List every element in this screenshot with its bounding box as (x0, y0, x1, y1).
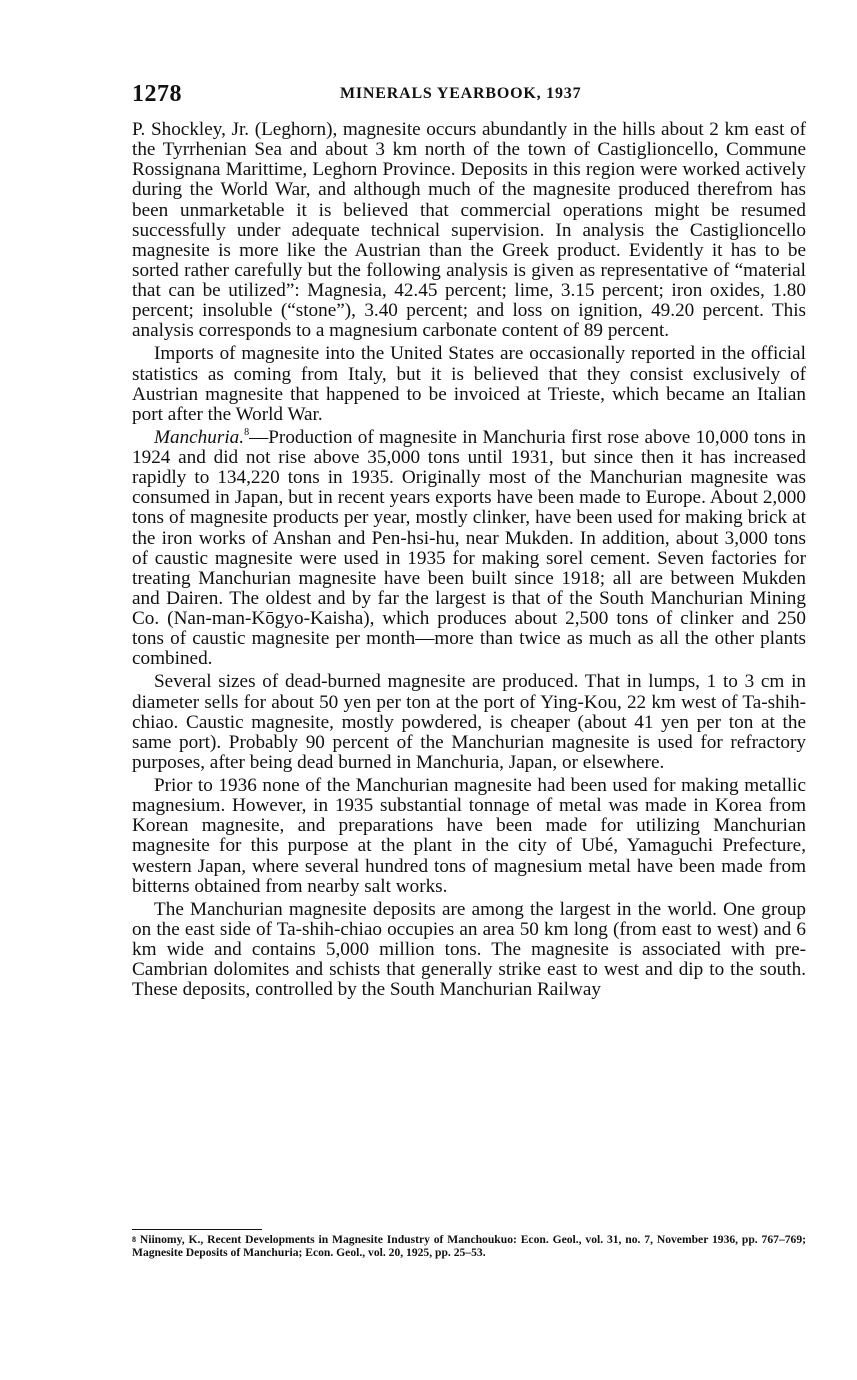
paragraph-manchuria-text: —Production of magnesite in Manchuria first rose above 10,000 tons in 1924 and did not rise above 35,000 tons until 1931, but since then it has increased rapidly to 134,220 tons in 1935. Originally most of the Manchurian magnesite was consumed in Japan, but in recent years exports have been made to Europe. About 2,000 tons of magnesite products per year, mostly clinker, have been used for making brick at the iron works of Anshan and Pen-hsi-hu, near Mukden. In addition, about 3,000 tons of caustic magnesite were used in 1935 for making sorel cement. Seven factories for treating Manchurian magnesite have been built since 1918; all are between Mukden and Dairen. The oldest and by far the largest is that of the South Manchurian Mining Co. (Nan-man-Kōgyo-Kaisha), which produces about 2,500 tons of clinker and 250 tons of caustic magnesite per month—more than twice as much as all the other plants combined. (132, 426, 806, 670)
paragraph-manchuria-production (132, 428, 806, 670)
paragraph-metallic-magnesium: Prior to 1936 none of the Manchurian magnesite had been used for making metallic magnesium. However, in 1935 substantial tonnage of metal was made in Korea from Korean magnesite, and preparations have been made for utilizing Manchurian magnesite for this purpose at the plant in the city of Ubé, Yamaguchi Prefecture, western Japan, where several hundred tons of magnesium metal have been made from bitterns obtained from nearby salt works. (132, 775, 806, 897)
page-header (132, 81, 806, 111)
section-heading-manchuria: Manchuria. (154, 426, 245, 448)
body-text (132, 120, 806, 1000)
paragraph-deposits: The Manchurian magnesite deposits are among the largest in the world. One group on the east side of Ta-shih-chiao occupies an area 50 km long (from east to west) and 6 km wide and contains 5,000 million tons. The magnesite is associated with pre-Cambrian dolomites and schists that generally strike east to west and dip to the south. These deposits, controlled by the South Manchurian Railway (132, 898, 806, 1001)
paragraph-imports: Imports of magnesite into the United States are occasionally reported in the official statistics as coming from Italy, but it is believed that they consist exclusively of Austrian magnesite that happened to be invoiced at Trieste, which became an Italian port after the World War. (132, 343, 806, 425)
footnote-divider (132, 1229, 262, 1230)
paragraph-dead-burned-sizes: Several sizes of dead-burned magnesite are produced. That in lumps, 1 to 3 cm in diameter sells for about 50 yen per ton at the port of Ying-Kou, 22 km west of Ta-shih-chiao. Caustic magnesite, mostly powdered, is cheaper (about 41 yen per ton at the same port). Probably 90 percent of the Manchurian magnesite is used for refractory purposes, after being dead burned in Manchuria, Japan, or elsewhere. (132, 671, 806, 773)
footnote (132, 1233, 806, 1259)
footnote-mark: 8 (132, 1235, 136, 1244)
paragraph-castiglioncello: P. Shockley, Jr. (Leghorn), magnesite occurs abundantly in the hills about 2 km east of the Tyrrhenian Sea and about 3 km north of the town of Castiglioncello, Commune Rossignana Marittime, Leghorn Province. Deposits in this region were worked actively during the World War, and although much of the magnesite produced therefrom has been unmarketable it is believed that commercial operations might be resumed successfully under adequate technical supervision. In analysis the Castiglioncello magnesite is more like the Austrian than the Greek product. Evidently it has to be sorted rather carefully but the following analysis is given as representative of “material that can be utilized”: Magnesia, 42.45 percent; lime, 3.15 percent; iron oxides, 1.80 percent; insoluble (“stone”), 3.40 percent; and loss on ignition, 49.20 percent. This analysis corresponds to a magnesium carbonate content of 89 percent. (132, 119, 806, 342)
running-title: MINERALS YEARBOOK, 1937 (340, 85, 582, 102)
page-number: 1278 (132, 81, 182, 107)
footnote-text: Niinomy, K., Recent Developments in Magnesite Industry of Manchoukuo: Econ. Geol., vol. 31, no. 7, November 1936, pp. 767–769; Magnesite Deposits of Manchuria; Econ. Geol., vol. 20, 1925, pp. 25–53. (132, 1233, 806, 1259)
footnote-reference: 8 (244, 426, 250, 438)
